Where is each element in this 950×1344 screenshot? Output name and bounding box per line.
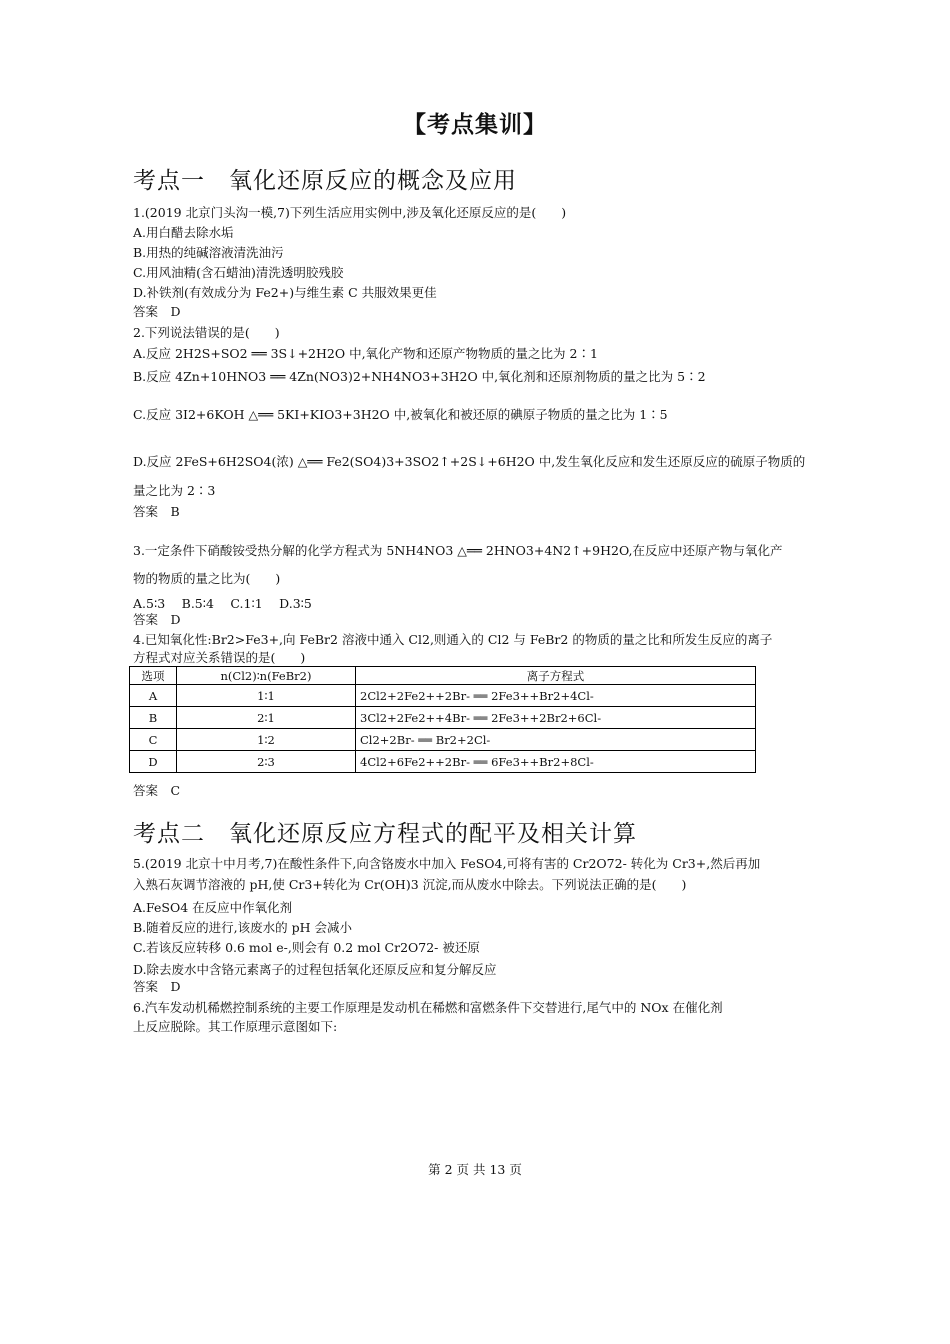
options-table [129, 666, 756, 773]
question-6-stem-cont: 上反应脱除。其工作原理示意图如下: [133, 1019, 338, 1034]
question-1-stem: 1.(2019 北京门头沟一模,7)下列生活应用实例中,涉及氧化还原反应的是( ) [133, 205, 567, 220]
question-3-options: A.5∶3 B.5∶4 C.1∶1 D.3∶5 [133, 596, 312, 611]
question-2-option-d-cont: 量之比为 2∶3 [133, 483, 216, 498]
page-title: 【考点集训】 [403, 111, 547, 138]
question-5-option-b: B.随着反应的进行,该废水的 pH 会减小 [133, 920, 352, 935]
question-4-stem-cont: 方程式对应关系错误的是( ) [133, 650, 306, 665]
question-3-stem-cont: 物的物质的量之比为( ) [133, 571, 281, 586]
question-5-option-d: D.除去废水中含铬元素离子的过程包括氧化还原反应和复分解反应 [133, 962, 497, 977]
section-heading-2: 考点二 氧化还原反应方程式的配平及相关计算 [133, 821, 637, 847]
question-1-option-c: C.用风油精(含石蜡油)清洗透明胶残胶 [133, 265, 344, 280]
question-5-option-c: C.若该反应转移 0.6 mol e-,则会有 0.2 mol Cr2O72- 被还原 [133, 940, 480, 955]
header-option: 选项 [130, 667, 177, 685]
row-option: D [130, 751, 177, 773]
question-2-option-a: A.反应 2H2S+SO2 ══ 3S↓+2H2O 中,氧化产物和还原产物物质的量之比为 2∶1 [133, 346, 598, 361]
header-equation: 离子方程式 [356, 667, 756, 685]
row-option: B [130, 707, 177, 729]
row-equation: Cl2+2Br- ══ Br2+2Cl- [356, 729, 756, 751]
question-4-stem: 4.已知氧化性:Br2>Fe3+,向 FeBr2 溶液中通入 Cl2,则通入的 Cl2 与 FeBr2 的物质的量之比和所发生反应的离子 [133, 632, 773, 647]
row-option: C [130, 729, 177, 751]
answer-4: 答案 C [133, 783, 181, 798]
question-5-stem-cont: 入熟石灰调节溶液的 pH,使 Cr3+转化为 Cr(OH)3 沉淀,而从废水中除去。下列说法正确的是( ) [133, 877, 687, 892]
row-equation: 4Cl2+6Fe2++2Br- ══ 6Fe3++Br2+8Cl- [356, 751, 756, 773]
row-ratio: 1∶2 [177, 729, 356, 751]
row-equation: 2Cl2+2Fe2++2Br- ══ 2Fe3++Br2+4Cl- [356, 685, 756, 707]
row-ratio: 1∶1 [177, 685, 356, 707]
table-row [130, 751, 756, 773]
table-header-row [130, 667, 756, 685]
header-ratio: n(Cl2)∶n(FeBr2) [177, 667, 356, 685]
row-ratio: 2∶1 [177, 707, 356, 729]
answer-3: 答案 D [133, 612, 181, 627]
answer-1: 答案 D [133, 304, 181, 319]
table-row [130, 685, 756, 707]
question-3-stem: 3.一定条件下硝酸铵受热分解的化学方程式为 5NH4NO3 △══ 2HNO3+4N2↑+9H2O,在反应中还原产物与氧化产 [133, 543, 783, 558]
question-1-option-b: B.用热的纯碱溶液清洗油污 [133, 245, 284, 260]
section-heading-1: 考点一 氧化还原反应的概念及应用 [133, 168, 517, 194]
question-5-option-a: A.FeSO4 在反应中作氧化剂 [133, 900, 293, 915]
row-ratio: 2∶3 [177, 751, 356, 773]
question-2-option-d: D.反应 2FeS+6H2SO4(浓) △══ Fe2(SO4)3+3SO2↑+2S↓+6H2O 中,发生氧化反应和发生还原反应的硫原子物质的 [133, 454, 806, 469]
table-row [130, 707, 756, 729]
question-6-stem: 6.汽车发动机稀燃控制系统的主要工作原理是发动机在稀燃和富燃条件下交替进行,尾气中的 NOx 在催化剂 [133, 1000, 723, 1015]
page-footer: 第 2 页 共 13 页 [428, 1162, 522, 1177]
question-1-option-d: D.补铁剂(有效成分为 Fe2+)与维生素 C 共服效果更佳 [133, 285, 437, 300]
question-5-stem: 5.(2019 北京十中月考,7)在酸性条件下,向含铬废水中加入 FeSO4,可将有害的 Cr2O72- 转化为 Cr3+,然后再加 [133, 856, 761, 871]
row-option: A [130, 685, 177, 707]
answer-2: 答案 B [133, 504, 180, 519]
question-1-option-a: A.用白醋去除水垢 [133, 225, 234, 240]
question-2-option-b: B.反应 4Zn+10HNO3 ══ 4Zn(NO3)2+NH4NO3+3H2O 中,氧化剂和还原剂物质的量之比为 5∶2 [133, 369, 706, 384]
table-row [130, 729, 756, 751]
answer-5: 答案 D [133, 979, 181, 994]
question-2-option-c: C.反应 3I2+6KOH △══ 5KI+KIO3+3H2O 中,被氧化和被还原的碘原子物质的量之比为 1∶5 [133, 407, 668, 422]
question-2-stem: 2.下列说法错误的是( ) [133, 325, 280, 340]
row-equation: 3Cl2+2Fe2++4Br- ══ 2Fe3++2Br2+6Cl- [356, 707, 756, 729]
